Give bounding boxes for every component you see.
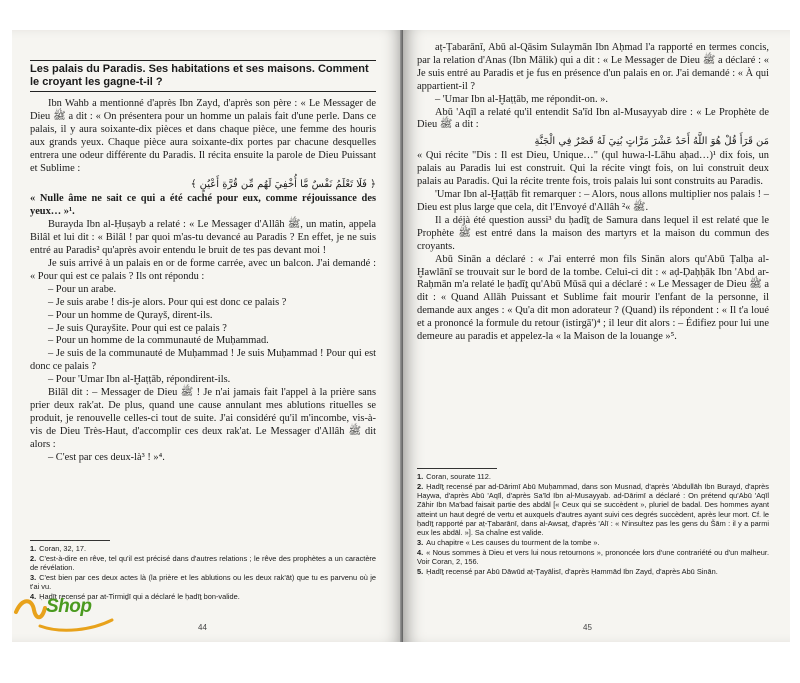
paragraph: – C'est par ces deux-là³ ! »⁴. (48, 451, 165, 463)
paragraph: 'Umar Ibn al-Ḫaṭṭāb fit remarquer : – Alors, nous allons multiplier nos palais ! – Dieu est plus large que cela, dit l'Envoyé d'Allâh ﷺ »². (417, 189, 769, 213)
dialog-line: – Pour un homme de la communauté de Muḥammad. (48, 335, 269, 347)
dialog-line: – Je suis Qurayšite. Pour qui est ce palais ? (48, 322, 227, 334)
left-page-content (30, 60, 376, 464)
footnote-divider (417, 468, 497, 469)
arabic-hadith: مَن قَرَأَ قُلْ هُوَ اللَّهُ أَحَدٌ عَشْرَ مَرَّاتٍ بُنِيَ لَهُ قَصْرٌ فِي الْجَنَّةِ (534, 136, 769, 148)
footnote: 1. Coran, sourate 112. (417, 472, 491, 481)
page-number: 45 (583, 623, 592, 632)
section-heading: Les palais du Paradis. Ses habitations et ses maisons. Comment le croyant les gagne-t-il ? (30, 60, 376, 92)
paragraph: Burayda Ibn al-Ḥuṣayb a relaté : « Le Messager d'Allâh ﷺ, un matin, appela Bilâl et lui dit : « Bilâl ! par quoi m'as-tu devancé au Paradis ? En effet, je ne suis entré au Paradis² qu'après avoir entendu le bruit de tes pas devant moi ! (30, 219, 377, 257)
footnote: 3. Au chapitre « Les causes du tourment de la tombe ». (417, 538, 600, 548)
left-page (12, 30, 403, 642)
footnote: 2. Ḥadīṯ recensé par ad-Dārimī Abū Muḥammad, dans son Musnad, d'après 'Abdullāh Ibn Burayd, d'après Haywa, d'après Abū 'Aqīl, d'après Sa'īd Ibn al-Musayyab. ad-Dārimī a déclaré : On prétend qu'Abū 'Aqīl Zāhir Ibn Ma'bad faisait partie des abdāl [« Ceux qui se succèdent », pluriel de badal. Des hommes ayant atteint un haut degré de vertu et auxquels d'autres ayant suivi ces degrés succèdent, après leur mort. Cf. le ḥadīṯ rapporté par aṭ-Ṭabarānī, dans al-Awsaṭ, d'après 'Alī : « N'insultez pas les gens du Šām : il y a parmi eux les abdāl. »]. Sa chaîne est valide. (417, 481, 769, 538)
paragraph: Abū Sinān a déclaré : « J'ai enterré mon fils Sinān alors qu'Abū Ṭalḥa al-Ḫawlānī se trouvait sur le bord de la tombe. Celui-ci dit : « aḍ-Ḍaḥḥāk Ibn 'Abd ar-Raḥmān m'a relaté le ḥadīṯ qu'Abū Mūsā qui a déclaré : « Le Messager de Dieu ﷺ a dit : « Quand Allāh Puissant et Sublime fait mourir l'enfant de la personne, il demande aux anges : « Qu'a dit mon adorateur ? (Quand) ils répondent : « Il t'a loué et a prononcé la formule du retour (istirgā')⁴ ; il leur dit alors : – Édifiez pour lui une demeure au paradis et appelez-la « la Maison de la louange »⁵. (417, 253, 769, 343)
footnote: 3. C'est bien par ces deux actes là (la prière et les ablutions ou les deux rak'āt) que tu es parvenu où je t'ai vu. (30, 572, 376, 592)
paragraph: Je suis arrivé à un palais en or de forme carrée, avec un balcon. J'ai demandé : « Pour qui est ce palais ? Ils ont répondu : (30, 257, 376, 282)
dialog-line: – Pour un arabe. (48, 283, 117, 295)
right-footnotes (417, 468, 769, 577)
footnote: 4. « Nous sommes à Dieu et vers lui nous retournons », prononcée lors d'une contrariété ou d'un malheur. Voir Coran, 2, 156. (417, 547, 769, 567)
paragraph: Ibn Wahb a mentionné d'après Ibn Zayd, d'après son père : « Le Messager de Dieu ﷺ a dit : « On présentera pour un homme un palais fait d'une perle. Dans ce palais, il y aura soixante-dix pièces et dans chaque pièce, une femme des houris aux grands yeux. Chaque pièce aura soixante-dix portes par chacune desquelles entrera une odeur différente du Paradis. Il récita ensuite la parole de Dieu Puissant et Sublime : (30, 98, 377, 174)
footnote: 4. Ḥadīṯ recensé par at-Tirmiḏī qui a déclaré le ḥadīṯ bon-valide. (30, 591, 240, 601)
footnote: 1. Coran, 32, 17. (30, 544, 87, 553)
paragraph: Abū 'Aqīl a relaté qu'il entendit Sa'īd Ibn al-Musayyab dire : « Le Prophète de Dieu ﷺ a dit : (417, 106, 769, 131)
right-page-content (417, 42, 769, 344)
dialog-line: – Je suis de la communauté de Muḥammad ! Je suis Muḥammad ! Pour qui est donc ce palais ? (30, 348, 376, 373)
footnote: 2. C'est-à-dire en rêve, tel qu'il est précisé dans d'autres relations ; le rêve des prophètes a un caractère de révélation. (30, 553, 376, 573)
book-spread (12, 30, 790, 642)
shop-logo (12, 590, 116, 632)
page-number: 44 (198, 623, 207, 632)
paragraph: aṭ-Ṭabarānī, Abū al-Qāsim Sulaymān Ibn Aḥmad l'a rapporté en termes concis, par la relation d'Anas (Ibn Mālik) qui a dit : « Le Messager de Dieu ﷺ a déclaré : « Je suis entré au Paradis et je fus en présence d'un palais en or. J'ai demandé : « À qui appartient-il ? (417, 42, 770, 92)
bold-quote: « Nulle âme ne sait ce qui a été caché pour eux, comme réjouissance des yeux… »¹. (30, 193, 376, 218)
dialog-line: – Pour un homme de Qurayš, dirent-ils. (48, 309, 213, 321)
arabic-verse: ﴿ فَلَا تَعْلَمُ نَفْسٌ مَّا أُخْفِيَ لَهُم مِّن قُرَّةِ أَعْيُنٍ ﴾ (190, 179, 376, 191)
paragraph: Bilāl dit : – Messager de Dieu ﷺ ! Je n'ai jamais fait l'appel à la prière sans prier deux rak'at. De plus, quand une cause annulant mes ablutions rituelles se produit, je renouvelle celles-ci tout de suite. J'ai considéré qu'il m'incombe, vis-à-vis de Dieu Très-Haut, d'accomplir ces deux rak'at. Le Messager d'Allâh ﷺ dit alors : (30, 387, 376, 450)
logo-text: Shop (46, 596, 92, 617)
footnote-divider (30, 540, 110, 541)
footnote: 5. Ḥadīṯ recensé par Abū Dāwūd aṭ-Ṭayālisī, d'après Ḥammād Ibn Zayd, d'après Abū Sinān. (417, 566, 718, 576)
paragraph: – 'Umar Ibn al-Ḫaṭṭāb, me répondit-on. ». (435, 93, 608, 105)
dialog-line: – Pour 'Umar Ibn al-Ḫaṭṭāb, répondirent-ils. (48, 374, 231, 386)
right-page (403, 30, 790, 642)
paragraph: Il a déjà été question aussi³ du ḥadīṯ de Samura dans lequel il est relaté que le Prophète ﷺ est entré dans la maison des martyrs et la maison du commun des croyants. (417, 214, 769, 252)
paragraph: « Qui récite "Dis : Il est Dieu, Unique…" (qul huwa-l-Lāhu aḥad…)¹ dix fois, un palais au Paradis lui est construit. Qui la récite vingt fois, on lui construit deux palais au Paradis. Qui la récite trente fois, trois palais lui sont construits au Paradis. (417, 150, 769, 188)
dialog-line: – Je suis arabe ! dis-je alors. Pour qui est donc ce palais ? (48, 296, 287, 308)
